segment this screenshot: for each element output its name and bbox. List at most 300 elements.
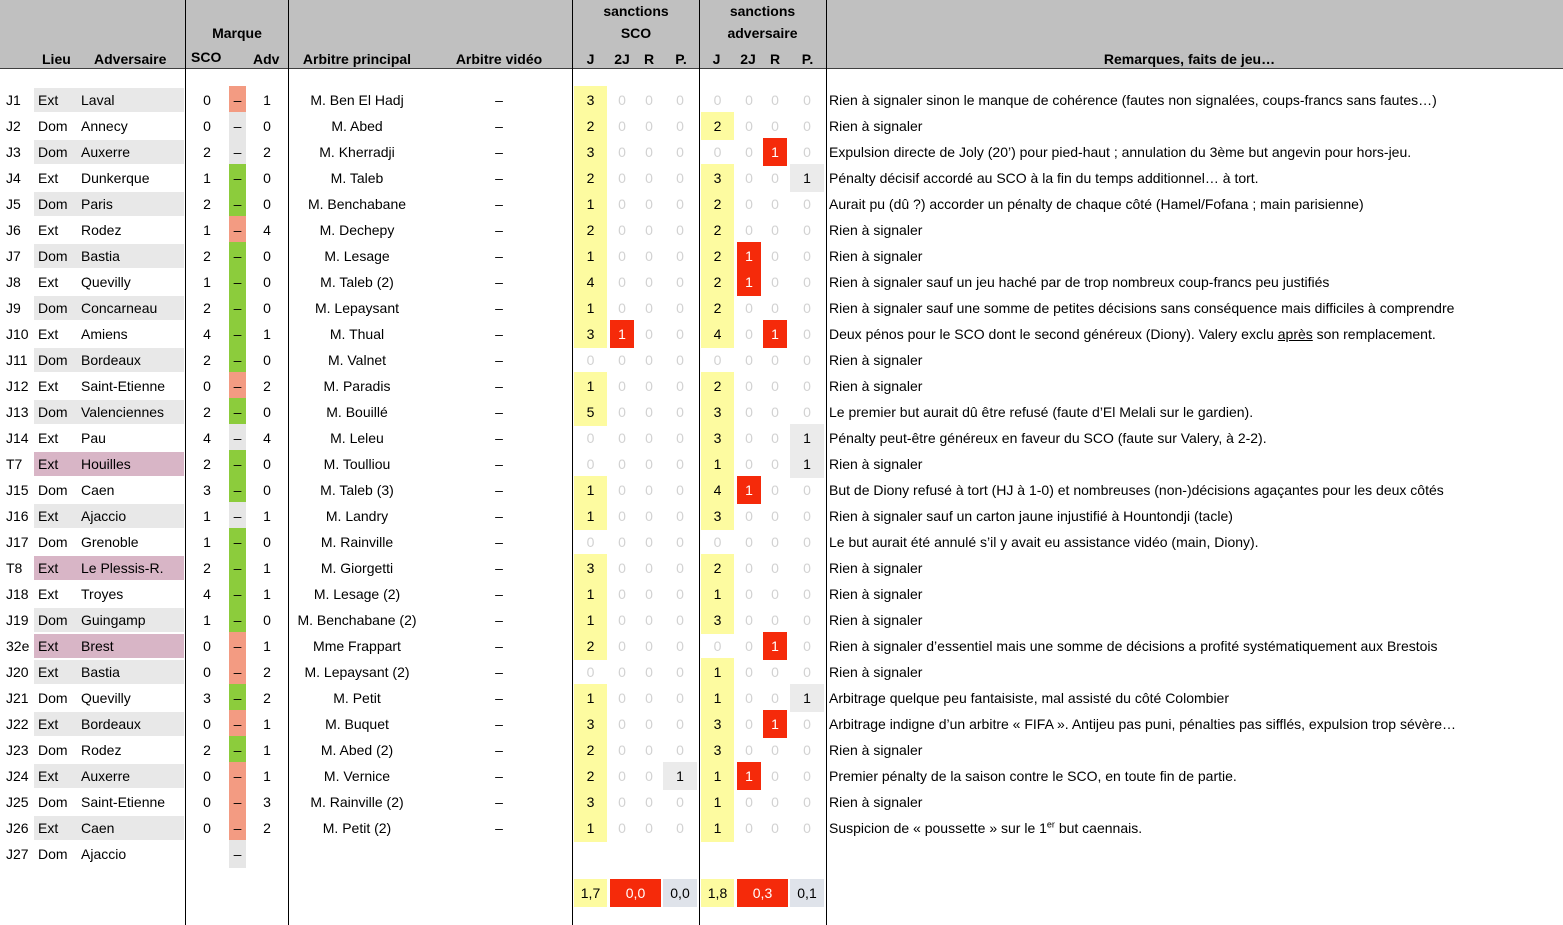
- sanction-sco-2j: 0: [618, 430, 626, 446]
- sanction-adv-j: 2: [713, 274, 722, 290]
- remark-underlined: après: [1277, 326, 1313, 342]
- remark-text: Rien à signaler sauf une somme de petites décisions sans conséquence mais difficiles à comprendre: [829, 300, 1455, 316]
- score-dash: –: [233, 586, 242, 602]
- sanction-adv-j: 2: [713, 300, 722, 316]
- sanction-sco-p: 0: [676, 118, 684, 134]
- header-arbitre-principal: Arbitre principal: [302, 51, 412, 67]
- sanction-sco-p: 0: [676, 326, 684, 342]
- sanction-sco-p: [663, 841, 697, 867]
- sanction-adv-p: 1: [803, 430, 811, 446]
- opponent-cell: Concarneau: [81, 300, 158, 316]
- sanction-sco-j: 3: [586, 716, 595, 732]
- score-dash: –: [233, 248, 242, 264]
- sanction-adv-p: 0: [803, 326, 811, 342]
- matchday-cell: J1: [6, 92, 21, 108]
- sanction-adv-r: 0: [771, 118, 779, 134]
- sanction-sco-j: 1: [586, 196, 595, 212]
- sanction-sco-r: 0: [645, 820, 653, 836]
- sanction-adv-p: 0: [803, 352, 811, 368]
- sanction-adv-2j: 0: [745, 430, 753, 446]
- header-sco-2j: 2J: [614, 51, 630, 67]
- remark-text: Rien à signaler: [829, 352, 923, 368]
- sanction-adv-r: 1: [771, 716, 779, 732]
- remark-cell: [829, 347, 1554, 373]
- sco-score-cell: 2: [203, 300, 211, 316]
- sanction-sco-j: 1: [586, 482, 595, 498]
- referee-cell: M. Leleu: [330, 430, 384, 446]
- sanction-sco-p: 0: [676, 378, 684, 394]
- remark-cell: [829, 685, 1554, 711]
- video-referee-cell: –: [495, 742, 503, 758]
- adv-score-cell: 2: [263, 378, 271, 394]
- sanction-adv-r: 0: [771, 794, 779, 810]
- sanction-sco-p: 1: [676, 768, 684, 784]
- sanction-sco-j: 3: [586, 144, 595, 160]
- sanction-sco-2j: 0: [618, 716, 626, 732]
- sanction-sco-2j: 0: [618, 690, 626, 706]
- sanction-adv-r: 0: [771, 222, 779, 238]
- sanction-sco-2j: 0: [618, 118, 626, 134]
- sanction-adv-r: 0: [771, 352, 779, 368]
- remark-cell: [829, 217, 1554, 243]
- sanction-sco-r: 0: [645, 430, 653, 446]
- remark-cell: [829, 607, 1554, 633]
- sanction-sco-2j: 0: [618, 794, 626, 810]
- adv-score-cell: 1: [263, 586, 271, 602]
- lieu-cell: Dom: [38, 846, 68, 862]
- lieu-cell: Dom: [38, 742, 68, 758]
- score-dash: –: [233, 404, 242, 420]
- score-dash: –: [233, 118, 242, 134]
- sco-score-cell: 2: [203, 742, 211, 758]
- sanction-sco-r: 0: [645, 92, 653, 108]
- adv-score-cell: 0: [263, 196, 271, 212]
- sanction-adv-r: 0: [771, 300, 779, 316]
- adv-score-cell: 0: [263, 170, 271, 186]
- sanction-sco-r: 0: [645, 612, 653, 628]
- sanction-sco-j: 1: [586, 586, 595, 602]
- video-referee-cell: –: [495, 612, 503, 628]
- sanction-adv-j: 3: [713, 612, 722, 628]
- table-row: [0, 737, 1563, 763]
- sanction-adv-r: 0: [771, 612, 779, 628]
- sanction-adv-r: 0: [771, 508, 779, 524]
- table-row: [0, 399, 1563, 425]
- sanction-adv-p: 0: [803, 482, 811, 498]
- avg-sco-red: 0,0: [625, 885, 646, 901]
- lieu-cell: Dom: [38, 612, 68, 628]
- sco-score-cell: 0: [203, 378, 211, 394]
- header-marque: Marque: [212, 25, 262, 41]
- sco-score-cell: 2: [203, 196, 211, 212]
- sanction-adv-p: 0: [803, 716, 811, 732]
- score-dash: –: [233, 274, 242, 290]
- sanction-adv-2j: 1: [745, 248, 753, 264]
- lieu-cell: Ext: [38, 820, 59, 836]
- header-sco-p: P.: [675, 51, 687, 67]
- sanction-sco-2j: [610, 841, 634, 867]
- avg-adv-p: 0,1: [797, 885, 817, 901]
- adv-score-cell: 1: [263, 560, 271, 576]
- lieu-cell: Ext: [38, 430, 59, 446]
- referee-cell: M. Ben El Hadj: [310, 92, 404, 108]
- sanction-sco-r: 0: [645, 196, 653, 212]
- sanction-sco-r: 0: [645, 404, 653, 420]
- remark-text: Le premier but aurait dû être refusé (faute d’El Melali sur le gardien).: [829, 404, 1254, 420]
- sanction-adv-j: 2: [713, 118, 722, 134]
- sanction-adv-r: 1: [771, 326, 779, 342]
- referee-cell: M. Taleb (2): [320, 274, 394, 290]
- sco-score-cell: 2: [203, 456, 211, 472]
- video-referee-cell: –: [495, 430, 503, 446]
- video-referee-cell: –: [495, 586, 503, 602]
- header-sco-j: J: [586, 51, 595, 67]
- table-row: [0, 633, 1563, 659]
- adv-score-cell: 2: [263, 664, 271, 680]
- sanction-adv-j: 2: [713, 560, 722, 576]
- sanction-sco-r: 0: [645, 638, 653, 654]
- remark-text: Arbitrage indigne d’un arbitre « FIFA ». Antijeu pas puni, pénalties pas sifflés, expulsion trop sévère…: [829, 716, 1456, 732]
- score-dash: –: [233, 196, 242, 212]
- lieu-cell: Ext: [38, 716, 59, 732]
- sanction-adv-p: 0: [803, 820, 811, 836]
- score-dash: –: [233, 846, 242, 862]
- sanction-adv-2j: 0: [745, 716, 753, 732]
- avg-sco-j: 1,7: [580, 885, 601, 901]
- sanction-adv-2j: 0: [745, 638, 753, 654]
- table-row: [0, 789, 1563, 815]
- sanction-adv-j: 1: [713, 664, 722, 680]
- header-sanctions-adv-1: sanctions: [729, 3, 796, 19]
- referee-cell: M. Petit: [333, 690, 381, 706]
- referee-cell: M. Landry: [325, 508, 389, 524]
- lieu-cell: Ext: [38, 170, 59, 186]
- remark-text: Rien à signaler: [829, 664, 923, 680]
- score-dash: –: [233, 612, 242, 628]
- table-row: [0, 581, 1563, 607]
- sanction-sco-2j: 0: [618, 560, 626, 576]
- score-dash: –: [233, 170, 242, 186]
- sanction-sco-r: 0: [645, 222, 653, 238]
- sanction-sco-r: 0: [645, 144, 653, 160]
- sanction-sco-p: 0: [676, 742, 684, 758]
- sanction-adv-r: 0: [771, 378, 779, 394]
- sanction-adv-r: 1: [771, 638, 779, 654]
- adv-score-cell: 2: [263, 820, 271, 836]
- table-row: [0, 373, 1563, 399]
- video-referee-cell: –: [495, 92, 503, 108]
- sanction-sco-2j: 0: [618, 404, 626, 420]
- sanction-sco-r: 0: [645, 716, 653, 732]
- remark-superscript: er: [1046, 819, 1055, 830]
- sanction-sco-2j: 0: [618, 300, 626, 316]
- matchday-cell: J20: [6, 664, 29, 680]
- matchday-cell: J21: [6, 690, 29, 706]
- remark-cell: [829, 659, 1554, 685]
- lieu-cell: Ext: [38, 222, 59, 238]
- header-adv-j: J: [712, 51, 721, 67]
- sanction-adv-j: 3: [713, 508, 722, 524]
- video-referee-cell: –: [495, 560, 503, 576]
- sanction-sco-j: 1: [586, 690, 595, 706]
- lieu-cell: Ext: [38, 638, 59, 654]
- remark-cell: [829, 789, 1554, 815]
- video-referee-cell: –: [495, 170, 503, 186]
- opponent-cell: Brest: [81, 638, 114, 654]
- lieu-cell: Dom: [38, 404, 68, 420]
- sanction-sco-j: 2: [586, 768, 595, 784]
- sanction-sco-p: 0: [676, 430, 684, 446]
- avg-adv-red: 0,3: [752, 885, 773, 901]
- sanction-sco-j: 1: [586, 378, 595, 394]
- sanction-adv-2j: [737, 841, 761, 867]
- sanction-adv-2j: 0: [745, 690, 753, 706]
- sanction-sco-r: 0: [645, 456, 653, 472]
- referee-cell: M. Dechepy: [319, 222, 395, 238]
- video-referee-cell: –: [495, 690, 503, 706]
- sanction-adv-2j: 0: [745, 560, 753, 576]
- remark-cell: [829, 581, 1554, 607]
- sco-score-cell: 2: [203, 144, 211, 160]
- sanction-adv-r: [763, 841, 787, 867]
- adv-score-cell: 0: [263, 274, 271, 290]
- sanction-adv-2j: 0: [745, 300, 753, 316]
- sco-score-cell: 4: [203, 326, 211, 342]
- sanction-sco-j: 1: [586, 612, 595, 628]
- video-referee-cell: –: [495, 326, 503, 342]
- sanction-sco-j: 2: [586, 222, 595, 238]
- sanction-adv-r: 0: [771, 404, 779, 420]
- opponent-cell: Annecy: [81, 118, 128, 134]
- sanction-sco-j: 0: [586, 352, 595, 368]
- sanction-sco-2j: 0: [618, 482, 626, 498]
- sanction-sco-p: 0: [676, 352, 684, 368]
- adv-score-cell: 0: [263, 404, 271, 420]
- opponent-cell: Auxerre: [81, 144, 131, 160]
- sanction-sco-2j: 0: [618, 456, 626, 472]
- remark-cell: [829, 191, 1554, 217]
- header-adv-p: P.: [801, 51, 814, 67]
- opponent-cell: Valenciennes: [81, 404, 165, 420]
- matchday-cell: J22: [6, 716, 29, 732]
- remark-cell: [829, 451, 1554, 477]
- remark-text: Rien à signaler: [829, 560, 923, 576]
- sanction-sco-2j: 0: [618, 508, 626, 524]
- sanction-sco-2j: 0: [618, 378, 626, 394]
- remark-cell: [829, 113, 1554, 139]
- remark-text: Pénalty peut-être généreux en faveur du SCO (faute sur Valery, à 2-2).: [829, 430, 1267, 446]
- video-referee-cell: –: [495, 768, 503, 784]
- lieu-cell: Dom: [38, 118, 68, 134]
- sco-score-cell: 2: [203, 404, 211, 420]
- opponent-cell: Troyes: [81, 586, 124, 602]
- remark-text: Expulsion directe de Joly (20’) pour pied-haut ; annulation du 3ème but angevin pour hors-jeu.: [829, 144, 1412, 160]
- table-row: [0, 711, 1563, 737]
- sanction-sco-j: 1: [586, 300, 595, 316]
- video-referee-cell: –: [495, 638, 503, 654]
- sanction-sco-2j: 0: [618, 92, 626, 108]
- referee-cell: M. Lepaysant (2): [304, 664, 410, 680]
- adv-score-cell: 2: [263, 690, 271, 706]
- remark-cell: [829, 633, 1554, 659]
- sanction-adv-j: 1: [713, 820, 722, 836]
- opponent-cell: Houilles: [81, 456, 131, 472]
- table-row: [0, 503, 1563, 529]
- sanction-sco-2j: 0: [618, 586, 626, 602]
- score-dash: –: [233, 222, 242, 238]
- sanction-sco-r: 0: [645, 352, 653, 368]
- sanction-adv-p: 0: [803, 534, 811, 550]
- referee-cell: M. Giorgetti: [320, 560, 394, 576]
- sanction-sco-2j: 0: [618, 742, 626, 758]
- table-row: [0, 165, 1563, 191]
- sanction-sco-2j: 0: [618, 820, 626, 836]
- video-referee-cell: [430, 841, 568, 867]
- sanction-adv-p: 0: [803, 794, 811, 810]
- sanction-adv-p: 0: [803, 248, 811, 264]
- score-dash: –: [233, 92, 242, 108]
- score-dash: –: [233, 742, 242, 758]
- sanction-sco-p: 0: [676, 404, 684, 420]
- sco-score-cell: 0: [203, 716, 211, 732]
- sanction-adv-j: 3: [713, 404, 722, 420]
- opponent-cell: Saint-Etienne: [81, 378, 166, 394]
- lieu-cell: Dom: [38, 300, 68, 316]
- adv-score-cell: 0: [263, 456, 271, 472]
- table-row: [0, 477, 1563, 503]
- lieu-cell: Dom: [38, 794, 68, 810]
- lieu-cell: Dom: [38, 248, 68, 264]
- sanction-adv-j: 0: [713, 638, 722, 654]
- video-referee-cell: –: [495, 794, 503, 810]
- opponent-cell: Guingamp: [81, 612, 146, 628]
- header-remarques: Remarques, faits de jeu…: [1103, 51, 1276, 67]
- adv-score-cell: 1: [263, 768, 271, 784]
- remark-cell: [829, 269, 1554, 295]
- sco-score-cell: 3: [203, 482, 211, 498]
- referee-cell: M. Thual: [329, 326, 385, 342]
- score-dash: –: [233, 716, 242, 732]
- sco-score-cell: 1: [203, 612, 211, 628]
- table-row: [0, 139, 1563, 165]
- sanction-adv-r: 0: [771, 534, 779, 550]
- remark-cell: [829, 295, 1554, 321]
- matchday-cell: J24: [6, 768, 29, 784]
- sanction-adv-j: 3: [713, 170, 722, 186]
- remark-text: Premier pénalty de la saison contre le SCO, en toute fin de partie.: [829, 768, 1237, 784]
- referee-cell: M. Lesage (2): [313, 586, 401, 602]
- referee-cell: M. Benchabane (2): [297, 612, 417, 628]
- matchday-cell: J2: [6, 118, 21, 134]
- sanction-adv-j: 4: [713, 326, 722, 342]
- referee-cell: M. Vernice: [323, 768, 391, 784]
- sanction-sco-j: 1: [586, 820, 595, 836]
- referee-cell: M. Paradis: [323, 378, 391, 394]
- remark-text-after: son remplacement.: [1312, 326, 1436, 342]
- sanction-adv-p: 1: [803, 170, 811, 186]
- header-sanctions-sco-2: SCO: [620, 25, 652, 41]
- adv-score-cell: 4: [263, 430, 271, 446]
- opponent-cell: Le Plessis-R.: [81, 560, 164, 576]
- lieu-cell: Ext: [38, 456, 59, 472]
- sanction-sco-p: 0: [676, 196, 684, 212]
- matchday-cell: J6: [6, 222, 21, 238]
- remark-text-after: but caennais.: [1054, 820, 1143, 836]
- table-row: [0, 763, 1563, 789]
- sanction-adv-j: 3: [713, 430, 722, 446]
- sanction-sco-p: 0: [676, 248, 684, 264]
- opponent-cell: Bastia: [81, 248, 120, 264]
- sanction-sco-2j: 0: [618, 664, 626, 680]
- remark-text: Rien à signaler: [829, 612, 923, 628]
- header-sanctions-sco-1: sanctions: [603, 3, 669, 19]
- remark-text: Deux pénos pour le SCO dont le second généreux (Diony). Valery exclu: [829, 326, 1278, 342]
- table-row: [0, 685, 1563, 711]
- table-row: [0, 425, 1563, 451]
- sco-score-cell: 0: [203, 92, 211, 108]
- table-row: [0, 841, 1563, 867]
- video-referee-cell: –: [495, 196, 503, 212]
- remark-text: Rien à signaler sauf un carton jaune injustifié à Hountondji (tacle): [829, 508, 1233, 524]
- remark-text: Le but aurait été annulé s’il y avait eu assistance vidéo (main, Diony).: [829, 534, 1259, 550]
- referee-cell: M. Taleb (3): [320, 482, 394, 498]
- opponent-cell: Bordeaux: [81, 716, 141, 732]
- opponent-cell: Amiens: [81, 326, 128, 342]
- sanction-adv-p: 0: [803, 92, 811, 108]
- video-referee-cell: –: [495, 274, 503, 290]
- sanction-adv-j: 3: [713, 716, 722, 732]
- score-dash: –: [233, 664, 242, 680]
- table-row: [0, 87, 1563, 113]
- sanction-adv-r: 0: [771, 742, 779, 758]
- video-referee-cell: –: [495, 482, 503, 498]
- matchday-cell: J12: [6, 378, 29, 394]
- sanction-adv-2j: 0: [745, 456, 753, 472]
- opponent-cell: Rodez: [81, 742, 122, 758]
- sanction-adv-j: 2: [713, 222, 722, 238]
- sanction-sco-2j: 0: [618, 274, 626, 290]
- table-row: [0, 191, 1563, 217]
- lieu-cell: Dom: [38, 482, 68, 498]
- sanction-sco-j: 0: [586, 430, 595, 446]
- referee-cell: M. Buquet: [325, 716, 389, 732]
- matchday-cell: J27: [6, 846, 29, 862]
- adv-score-cell: 0: [263, 612, 271, 628]
- sanction-sco-r: 0: [645, 586, 653, 602]
- matchday-cell: 32e: [6, 638, 30, 654]
- sanction-adv-r: 0: [771, 456, 779, 472]
- matchday-cell: J13: [6, 404, 29, 420]
- sanction-adv-2j: 1: [745, 768, 753, 784]
- sanction-adv-2j: 0: [745, 378, 753, 394]
- lieu-cell: Ext: [38, 92, 59, 108]
- matchday-cell: J25: [6, 794, 29, 810]
- adv-score-cell: 0: [263, 482, 271, 498]
- score-dash: –: [233, 638, 242, 654]
- sco-score-cell: 1: [203, 274, 211, 290]
- sanction-adv-j: [701, 841, 734, 867]
- score-dash: –: [233, 300, 242, 316]
- table-row: [0, 321, 1563, 347]
- matchday-cell: J4: [6, 170, 21, 186]
- sanction-adv-2j: 0: [745, 612, 753, 628]
- sanction-sco-j: 1: [586, 508, 595, 524]
- score-dash: –: [233, 430, 242, 446]
- sanction-sco-r: [637, 841, 661, 867]
- lieu-cell: Dom: [38, 534, 68, 550]
- sanction-adv-j: 4: [713, 482, 722, 498]
- sanction-adv-j: 1: [713, 456, 722, 472]
